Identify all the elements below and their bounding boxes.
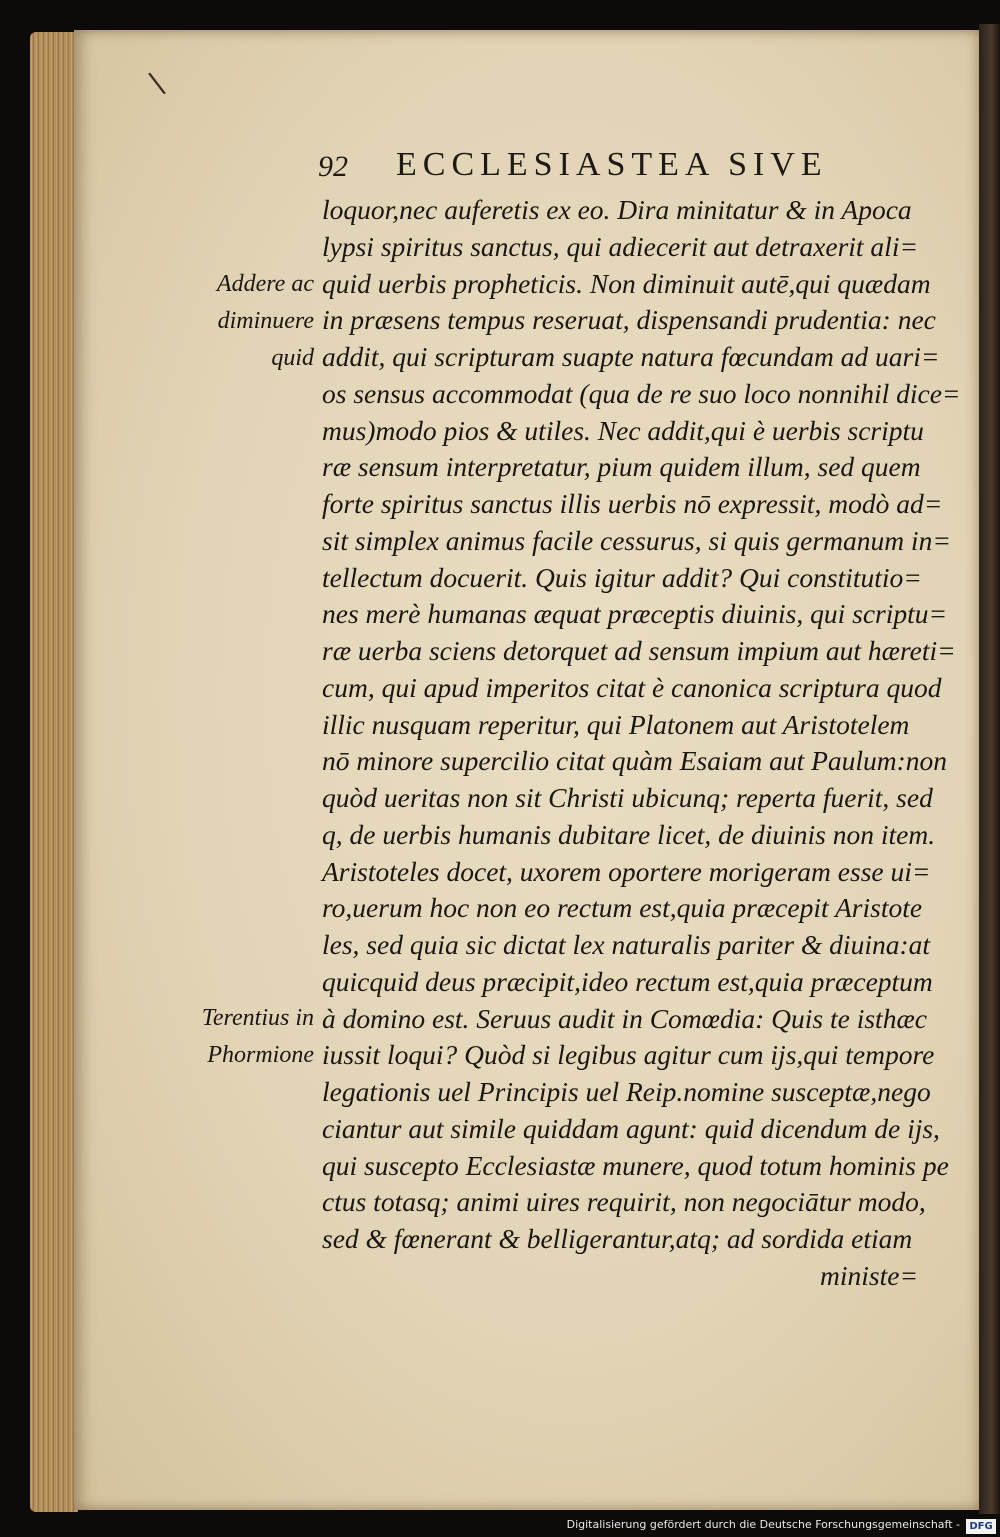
text-line: Aristoteles docet, uxorem oportere morigeram esse ui= [322, 855, 931, 887]
text-line: ciantur aut simile quiddam agunt: quid dicendum de ijs, [322, 1112, 940, 1144]
text-line: in præsens tempus reseruat, dispensandi prudentia: nec [322, 304, 936, 336]
text-line: sit simplex animus facile cessurus, si quis germanum in= [322, 524, 951, 556]
text-line: cum, qui apud imperitos citat è canonica scriptura quod [322, 671, 942, 703]
ink-mark: \ [146, 65, 168, 102]
text-line: ræ sensum interpretatur, pium quidem illum, sed quem [322, 451, 921, 483]
margin-note-terentius [174, 1000, 314, 1074]
text-line: ræ uerba sciens detorquet ad sensum impium aut hæreti= [322, 635, 956, 666]
text-line: addit, qui scripturam suapte natura fœcundam ad uari= [322, 341, 940, 372]
text-line: qui suscepto Ecclesiastæ munere, quod totum hominis pe [322, 1149, 949, 1181]
margin-note-line: Addere ac [216, 271, 314, 297]
binding-shadow [979, 24, 1000, 1514]
margin-note-line: quid [271, 344, 314, 371]
text-line: lypsi spiritus sanctus, qui adiecerit aut detraxerit ali= [322, 230, 919, 262]
dfg-credit-text: Digitalisierung gefördert durch die Deutsche Forschungsgemeinschaft - [566, 1518, 960, 1531]
text-line: quicquid deus præcipit,ideo rectum est,quia præceptum [322, 965, 933, 997]
text-line: ministe= [820, 1259, 918, 1291]
running-title: ECCLESIASTEA SIVE [396, 146, 828, 183]
text-line: q, de uerbis humanis dubitare licet, de diuinis non item. [322, 818, 936, 850]
text-line: legationis uel Principis uel Reip.nomine susceptæ,nego [322, 1076, 931, 1107]
body-text [322, 192, 961, 1295]
margin-note-line: Phormione [207, 1041, 314, 1068]
text-line: loquor,nec auferetis ex eo. Dira minitatur & in Apoca [322, 194, 912, 225]
footer [0, 1517, 1000, 1537]
dfg-logo: DFG [966, 1519, 996, 1534]
text-line: à domino est. Seruus audit in Comœdia: Quis te isthæc [322, 1002, 927, 1034]
text-line: tellectum docuerit. Quis igitur addit? Qui constitutio= [322, 561, 922, 593]
text-line: nō minore supercilio citat quàm Esaiam aut Paulum:non [322, 745, 948, 777]
text-line: sed & fœnerant & belligerantur,atq; ad sordida etiam [322, 1223, 913, 1254]
text-line: iussit loqui? Quòd si legibus agitur cum ijs,qui tempore [322, 1039, 935, 1071]
book-page-edges [30, 32, 78, 1512]
text-line: mus)modo pios & utiles. Nec addit,qui è uerbis scriptu [322, 414, 924, 446]
page-number: 92 [318, 150, 348, 183]
text-line: les, sed quia sic dictat lex naturalis pariter & diuina:at [322, 929, 931, 960]
margin-note-line: diminuere [217, 307, 314, 334]
text-line: ro,uerum hoc non eo rectum est,quia præcepit Aristote [322, 892, 923, 924]
text-line: illic nusquam reperitur, qui Platonem aut Aristotelem [322, 708, 910, 740]
text-line: forte spiritus sanctus illis uerbis nō expressit, modò ad= [322, 488, 943, 519]
text-line: os sensus accommodat (qua de re suo loco nonnihil dice= [322, 377, 961, 409]
text-line: nes merè humanas æquat præceptis diuinis, qui scriptu= [322, 598, 948, 630]
margin-note-line: Terentius in [201, 1005, 314, 1031]
text-line: quid uerbis propheticis. Non diminuit autē,qui quædam [322, 267, 931, 299]
text-line: ctus totasq; animi uires requirit, non negociātur modo, [322, 1186, 926, 1218]
running-head [318, 146, 898, 188]
text-line: quòd ueritas non sit Christi ubicunq; reperta fuerit, sed [322, 782, 933, 813]
margin-note-addere [174, 266, 314, 376]
